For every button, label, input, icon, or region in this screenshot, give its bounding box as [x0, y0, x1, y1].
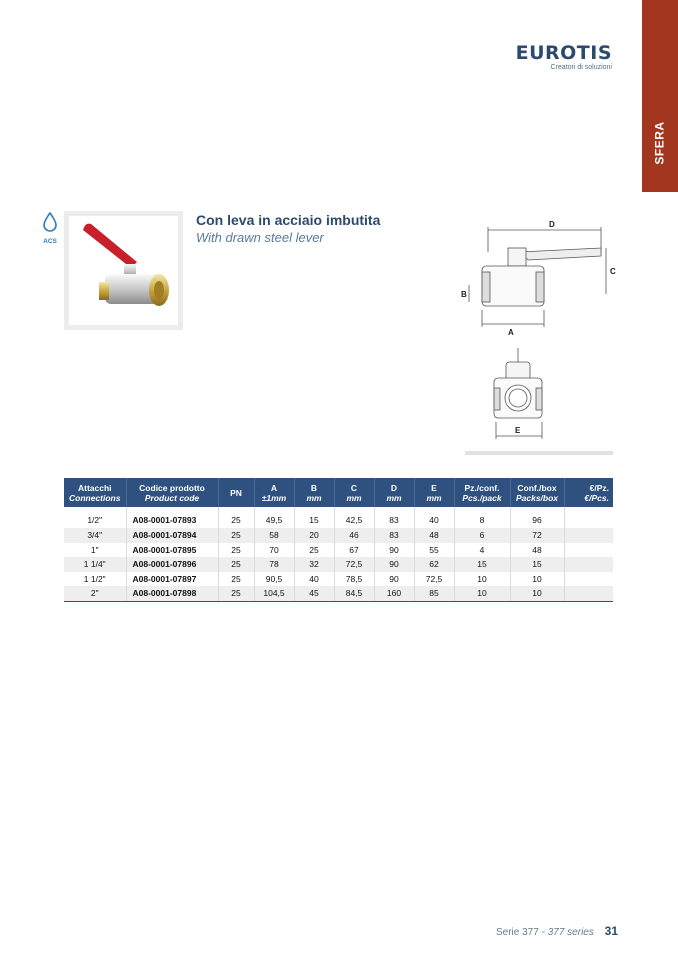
brand-name: EUROTIS: [515, 42, 612, 64]
water-drop-icon: [43, 212, 57, 232]
cell-product-code: A08-0001-07893: [126, 507, 218, 528]
cell-a: 70: [254, 543, 294, 558]
dimension-c-label: C: [610, 267, 616, 276]
cell-b: 32: [294, 557, 334, 572]
dimension-b-label: B: [461, 290, 467, 299]
cell-product-code: A08-0001-07898: [126, 586, 218, 601]
cell-pcs-pack: 8: [454, 507, 510, 528]
cell-e: 62: [414, 557, 454, 572]
table-row: [64, 572, 613, 587]
cell-a: 104,5: [254, 586, 294, 601]
header-packs-box: Conf./box Packs/box: [510, 478, 564, 507]
cell-e: 72,5: [414, 572, 454, 587]
footer-series-it: Serie 377: [496, 927, 539, 938]
cell-d: 160: [374, 586, 414, 601]
cell-packs-box: 96: [510, 507, 564, 528]
dimension-e-label: E: [515, 426, 521, 435]
table-row: [64, 557, 613, 572]
product-photo-frame: [64, 211, 183, 330]
cell-pcs-pack: 10: [454, 572, 510, 587]
cell-pcs-pack: 15: [454, 557, 510, 572]
header-product-code: Codice prodotto Product code: [126, 478, 218, 507]
header-b: B mm: [294, 478, 334, 507]
cell-b: 40: [294, 572, 334, 587]
cell-pn: 25: [218, 528, 254, 543]
ball-valve-photo: [69, 216, 178, 325]
acs-badge: [40, 212, 60, 245]
cell-pn: 25: [218, 557, 254, 572]
footer-series-en: 377 series: [547, 927, 594, 938]
section-tab-label: SFERA: [653, 121, 668, 165]
cell-d: 90: [374, 543, 414, 558]
header-c: C mm: [334, 478, 374, 507]
cell-packs-box: 15: [510, 557, 564, 572]
cell-pn: 25: [218, 543, 254, 558]
cell-pn: 25: [218, 507, 254, 528]
cell-connection: 1": [64, 543, 126, 558]
cell-product-code: A08-0001-07896: [126, 557, 218, 572]
cell-product-code: A08-0001-07894: [126, 528, 218, 543]
cell-price: [564, 528, 613, 543]
dimension-a-label: A: [508, 328, 514, 337]
cell-b: 20: [294, 528, 334, 543]
cell-c: 67: [334, 543, 374, 558]
cell-e: 85: [414, 586, 454, 601]
page-number: 31: [604, 924, 618, 938]
brand-tagline: Creatori di soluzioni: [550, 64, 612, 71]
cell-d: 90: [374, 557, 414, 572]
brand-logo: [516, 44, 612, 71]
cell-d: 90: [374, 572, 414, 587]
header-pcs-pack: Pz./conf. Pcs./pack: [454, 478, 510, 507]
cell-pcs-pack: 4: [454, 543, 510, 558]
cell-price: [564, 586, 613, 601]
cell-c: 78,5: [334, 572, 374, 587]
cell-b: 15: [294, 507, 334, 528]
header-pn: PN: [218, 478, 254, 507]
cell-c: 72,5: [334, 557, 374, 572]
drawing-divider: [465, 451, 613, 455]
cell-pcs-pack: 10: [454, 586, 510, 601]
cell-e: 48: [414, 528, 454, 543]
footer-separator: -: [541, 927, 545, 938]
product-subtitle: With drawn steel lever: [196, 230, 324, 245]
header-a: A ±1mm: [254, 478, 294, 507]
technical-drawing: [460, 212, 620, 458]
table-header-row: [64, 478, 613, 507]
product-spec-table: [64, 478, 613, 602]
cell-product-code: A08-0001-07895: [126, 543, 218, 558]
cell-pcs-pack: 6: [454, 528, 510, 543]
cell-price: [564, 543, 613, 558]
cell-packs-box: 10: [510, 586, 564, 601]
cell-price: [564, 507, 613, 528]
table-row: [64, 586, 613, 601]
cell-price: [564, 557, 613, 572]
cell-packs-box: 48: [510, 543, 564, 558]
cell-connection: 1 1/2": [64, 572, 126, 587]
table-row: [64, 507, 613, 528]
cell-connection: 3/4": [64, 528, 126, 543]
dimension-d-label: D: [549, 220, 555, 229]
cell-pn: 25: [218, 586, 254, 601]
cell-connection: 2": [64, 586, 126, 601]
page-footer: [496, 924, 618, 938]
header-e: E mm: [414, 478, 454, 507]
cell-e: 40: [414, 507, 454, 528]
header-connections: Attacchi Connections: [64, 478, 126, 507]
cell-b: 25: [294, 543, 334, 558]
table-row: [64, 528, 613, 543]
cell-connection: 1 1/4": [64, 557, 126, 572]
cell-packs-box: 10: [510, 572, 564, 587]
cell-a: 58: [254, 528, 294, 543]
acs-label: ACS: [43, 238, 57, 245]
cell-e: 55: [414, 543, 454, 558]
cell-a: 78: [254, 557, 294, 572]
cell-b: 45: [294, 586, 334, 601]
header-price: €/Pz. €/Pcs.: [564, 478, 613, 507]
cell-connection: 1/2": [64, 507, 126, 528]
cell-d: 83: [374, 528, 414, 543]
cell-d: 83: [374, 507, 414, 528]
cell-a: 49,5: [254, 507, 294, 528]
cell-a: 90,5: [254, 572, 294, 587]
header-d: D mm: [374, 478, 414, 507]
cell-product-code: A08-0001-07897: [126, 572, 218, 587]
cell-price: [564, 572, 613, 587]
product-title: Con leva in acciaio imbutita: [196, 212, 381, 228]
cell-c: 42,5: [334, 507, 374, 528]
product-photo: [69, 216, 178, 325]
cell-packs-box: 72: [510, 528, 564, 543]
section-tab[interactable]: [642, 0, 678, 192]
cell-pn: 25: [218, 572, 254, 587]
cell-c: 84,5: [334, 586, 374, 601]
cell-c: 46: [334, 528, 374, 543]
table-row: [64, 543, 613, 558]
